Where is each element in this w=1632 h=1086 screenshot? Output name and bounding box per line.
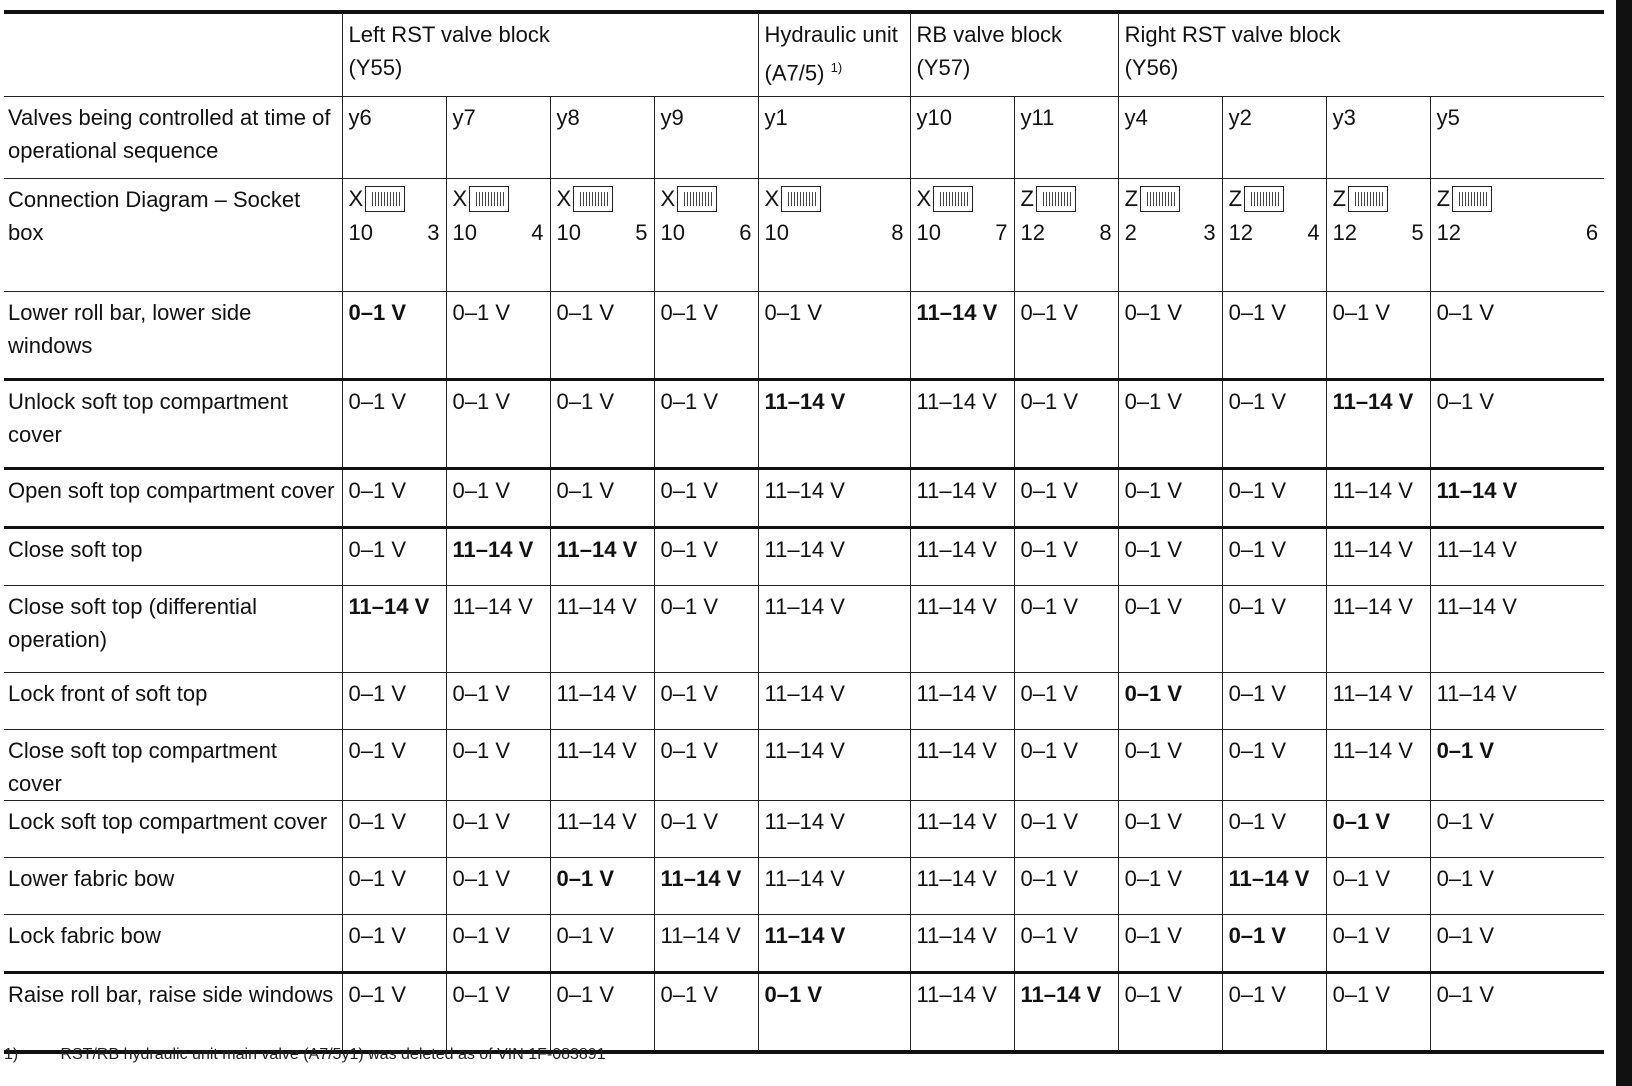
voltage-cell: 0–1 V [1222, 469, 1326, 528]
voltage-cell: 0–1 V [1014, 801, 1118, 858]
operation-row [4, 858, 1604, 915]
socket-box-letter: X [916, 186, 932, 211]
operation-label: Lock soft top compartment cover [4, 801, 342, 858]
header-left-rst-sub: (Y55) [348, 55, 403, 80]
voltage-cell: 0–1 V [654, 586, 758, 673]
voltage-cell: 0–1 V [1014, 730, 1118, 801]
voltage-cell: 0–1 V [1222, 586, 1326, 673]
valve-id-cell: y9 [654, 97, 758, 179]
voltage-cell: 0–1 V [654, 380, 758, 469]
voltage-cell: 0–1 V [342, 973, 446, 1053]
voltage-cell: 11–14 V [342, 586, 446, 673]
voltage-cell: 11–14 V [758, 673, 910, 730]
connection-cell [1014, 179, 1118, 292]
socket-pin-left: 10 [348, 220, 373, 245]
socket-box-icon [933, 186, 973, 212]
operation-label: Open soft top compartment cover [4, 469, 342, 528]
socket-pin-right: 6 [739, 220, 752, 245]
socket-pin-right: 4 [1307, 220, 1320, 245]
socket-pin-right: 8 [891, 220, 904, 245]
header-rb-label: RB valve block [916, 22, 1063, 47]
voltage-cell: 0–1 V [1430, 858, 1604, 915]
voltage-cell: 11–14 V [1326, 586, 1430, 673]
voltage-cell: 0–1 V [1222, 973, 1326, 1053]
voltage-cell: 11–14 V [550, 528, 654, 586]
header-hydraulic-unit [758, 12, 910, 97]
connection-cell [910, 179, 1014, 292]
operation-row [4, 973, 1604, 1053]
voltage-cell: 0–1 V [1118, 730, 1222, 801]
connection-cell [654, 179, 758, 292]
voltage-cell: 0–1 V [446, 801, 550, 858]
connection-cell [446, 179, 550, 292]
voltage-cell: 0–1 V [1014, 292, 1118, 380]
voltage-cell: 11–14 V [1326, 673, 1430, 730]
voltage-cell: 11–14 V [910, 528, 1014, 586]
voltage-cell: 0–1 V [1118, 528, 1222, 586]
connection-row [4, 179, 1604, 292]
operation-label: Lower roll bar, lower side windows [4, 292, 342, 380]
header-right-rst [1118, 12, 1604, 97]
voltage-cell: 11–14 V [1430, 528, 1604, 586]
operation-label: Lock fabric bow [4, 915, 342, 973]
voltage-cell: 0–1 V [446, 915, 550, 973]
socket-pin-left: 10 [452, 220, 477, 245]
connection-cell [1222, 179, 1326, 292]
socket-pin-left: 10 [916, 220, 942, 245]
socket-pin-left: 10 [660, 220, 685, 245]
voltage-cell: 0–1 V [1014, 469, 1118, 528]
voltage-cell: 0–1 V [550, 915, 654, 973]
voltage-cell: 11–14 V [758, 730, 910, 801]
header-row [4, 12, 1604, 97]
operation-label: Close soft top (differential operation) [4, 586, 342, 673]
connection-cell [1326, 179, 1430, 292]
voltage-cell: 0–1 V [1118, 858, 1222, 915]
voltage-cell: 0–1 V [342, 730, 446, 801]
voltage-cell: 11–14 V [758, 469, 910, 528]
operation-label: Unlock soft top compartment cover [4, 380, 342, 469]
socket-box-letter: Z [1332, 186, 1347, 211]
socket-box-letter: X [660, 186, 676, 211]
voltage-cell: 0–1 V [342, 858, 446, 915]
voltage-cell: 0–1 V [758, 292, 910, 380]
header-hydraulic-footnote-mark: 1) [830, 60, 843, 75]
operation-row [4, 673, 1604, 730]
socket-pin-left: 10 [556, 220, 581, 245]
socket-pin-left: 12 [1332, 220, 1358, 245]
socket-pin-right: 4 [531, 220, 544, 245]
socket-box-letter: Z [1020, 186, 1034, 211]
voltage-cell: 0–1 V [1326, 801, 1430, 858]
voltage-cell: 0–1 V [446, 673, 550, 730]
voltage-cell: 0–1 V [446, 858, 550, 915]
socket-box-letter: X [348, 186, 364, 211]
voltage-cell: 0–1 V [1014, 915, 1118, 973]
voltage-cell: 0–1 V [550, 973, 654, 1053]
socket-box-icon [1036, 186, 1076, 212]
voltage-cell: 0–1 V [654, 528, 758, 586]
socket-box-letter: Z [1228, 186, 1243, 211]
header-left-rst [342, 12, 758, 97]
voltage-cell: 11–14 V [910, 730, 1014, 801]
voltage-cell: 0–1 V [1118, 801, 1222, 858]
voltage-cell: 0–1 V [1118, 586, 1222, 673]
voltage-cell: 0–1 V [1014, 858, 1118, 915]
connection-cell [342, 179, 446, 292]
header-hydraulic-sub: (A7/5) [764, 60, 825, 86]
voltage-cell: 11–14 V [910, 801, 1014, 858]
valve-id-cell: y11 [1014, 97, 1118, 179]
voltage-cell: 0–1 V [654, 469, 758, 528]
voltage-cell: 0–1 V [1118, 380, 1222, 469]
voltage-cell: 0–1 V [1430, 915, 1604, 973]
voltage-cell: 0–1 V [1430, 380, 1604, 469]
socket-pin-right: 5 [1411, 220, 1424, 245]
voltage-cell: 0–1 V [1118, 973, 1222, 1053]
voltage-cell: 11–14 V [550, 673, 654, 730]
voltage-cell: 0–1 V [1118, 469, 1222, 528]
operation-row [4, 915, 1604, 973]
voltage-cell: 0–1 V [1222, 673, 1326, 730]
socket-box-icon [677, 186, 717, 212]
voltage-cell: 11–14 V [446, 586, 550, 673]
header-left-rst-label: Left RST valve block [348, 22, 550, 47]
socket-pin-right: 5 [635, 220, 648, 245]
voltage-cell: 0–1 V [1222, 801, 1326, 858]
valve-id-cell: y7 [446, 97, 550, 179]
voltage-cell: 0–1 V [1430, 730, 1604, 801]
voltage-cell: 0–1 V [1222, 380, 1326, 469]
voltage-cell: 11–14 V [654, 858, 758, 915]
voltage-cell: 0–1 V [1014, 586, 1118, 673]
voltage-cell: 0–1 V [1014, 380, 1118, 469]
valve-id-cell: y8 [550, 97, 654, 179]
voltage-cell: 11–14 V [654, 915, 758, 973]
voltage-cell: 0–1 V [758, 973, 910, 1053]
voltage-cell: 11–14 V [910, 469, 1014, 528]
voltage-cell: 11–14 V [1430, 586, 1604, 673]
socket-pin-left: 2 [1124, 220, 1137, 245]
valve-id-cell: y3 [1326, 97, 1430, 179]
operation-label: Lock front of soft top [4, 673, 342, 730]
operation-row [4, 292, 1604, 380]
header-rb-sub: (Y57) [916, 55, 971, 80]
socket-box-letter: Z [1124, 186, 1139, 211]
voltage-cell: 0–1 V [446, 973, 550, 1053]
socket-box-icon [1348, 186, 1388, 212]
voltage-cell: 11–14 V [758, 380, 910, 469]
socket-box-icon [1244, 186, 1284, 212]
voltage-cell: 11–14 V [1014, 973, 1118, 1053]
voltage-cell: 11–14 V [550, 586, 654, 673]
header-empty-cell [4, 12, 342, 97]
valve-voltage-table [4, 10, 1604, 1054]
operation-row [4, 469, 1604, 528]
operation-label: Raise roll bar, raise side windows [4, 973, 342, 1053]
connection-cell [1118, 179, 1222, 292]
connection-cell [550, 179, 654, 292]
socket-box-letter: X [556, 186, 572, 211]
voltage-cell: 0–1 V [342, 915, 446, 973]
voltage-cell: 0–1 V [550, 858, 654, 915]
voltage-cell: 0–1 V [1222, 292, 1326, 380]
socket-pin-left: 10 [764, 220, 790, 245]
voltage-cell: 0–1 V [1014, 673, 1118, 730]
valve-id-cell: y2 [1222, 97, 1326, 179]
voltage-cell: 11–14 V [758, 528, 910, 586]
header-right-rst-label: Right RST valve block [1124, 22, 1341, 47]
header-right-rst-sub: (Y56) [1124, 55, 1179, 80]
voltage-cell: 11–14 V [550, 801, 654, 858]
voltage-cell: 0–1 V [446, 730, 550, 801]
voltage-cell: 11–14 V [910, 380, 1014, 469]
socket-box-letter: Z [1436, 186, 1451, 211]
voltage-cell: 0–1 V [446, 380, 550, 469]
operation-label: Close soft top compartment cover [4, 730, 342, 801]
valve-id-cell: y6 [342, 97, 446, 179]
operation-row [4, 801, 1604, 858]
socket-pin-right: 6 [1585, 220, 1599, 245]
voltage-cell: 11–14 V [1222, 858, 1326, 915]
voltage-cell: 0–1 V [1222, 915, 1326, 973]
voltage-cell: 0–1 V [1118, 673, 1222, 730]
valve-id-cell: y10 [910, 97, 1014, 179]
voltage-cell: 11–14 V [910, 973, 1014, 1053]
voltage-cell: 11–14 V [910, 292, 1014, 380]
voltage-cell: 0–1 V [342, 292, 446, 380]
socket-pin-right: 3 [427, 220, 440, 245]
valve-id-cell: y1 [758, 97, 910, 179]
socket-box-letter: X [764, 186, 780, 211]
socket-box-icon [469, 186, 509, 212]
voltage-cell: 0–1 V [342, 673, 446, 730]
voltage-cell: 0–1 V [1430, 801, 1604, 858]
header-rb-valve [910, 12, 1118, 97]
voltage-cell: 0–1 V [1118, 292, 1222, 380]
voltage-cell: 11–14 V [1430, 469, 1604, 528]
socket-pin-left: 12 [1228, 220, 1254, 245]
operation-label: Close soft top [4, 528, 342, 586]
voltage-cell: 11–14 V [1326, 380, 1430, 469]
operation-row [4, 586, 1604, 673]
voltage-cell: 0–1 V [1326, 858, 1430, 915]
voltage-cell: 11–14 V [446, 528, 550, 586]
socket-pin-left: 12 [1020, 220, 1046, 245]
voltage-cell: 0–1 V [1430, 292, 1604, 380]
footnote-text: RST/RB hydraulic unit main valve (A7/5y1) was deleted as of VIN 1F-083891 [60, 1046, 606, 1063]
voltage-cell: 0–1 V [342, 801, 446, 858]
voltage-cell: 11–14 V [758, 586, 910, 673]
voltage-cell: 11–14 V [910, 915, 1014, 973]
valve-id-cell: y4 [1118, 97, 1222, 179]
voltage-cell: 0–1 V [1118, 915, 1222, 973]
voltage-cell: 0–1 V [342, 380, 446, 469]
voltage-cell: 0–1 V [1326, 973, 1430, 1053]
valve-id-cell: y5 [1430, 97, 1604, 179]
voltage-cell: 0–1 V [1326, 292, 1430, 380]
connection-row-label: Connection Diagram – Socket box [4, 179, 342, 292]
voltage-cell: 11–14 V [1326, 730, 1430, 801]
operation-label: Lower fabric bow [4, 858, 342, 915]
voltage-cell: 0–1 V [654, 673, 758, 730]
connection-cell [1430, 179, 1604, 292]
voltage-cell: 0–1 V [550, 292, 654, 380]
voltage-cell: 0–1 V [342, 469, 446, 528]
voltage-cell: 11–14 V [910, 586, 1014, 673]
voltage-cell: 0–1 V [550, 380, 654, 469]
socket-pin-right: 8 [1099, 220, 1112, 245]
voltage-cell: 0–1 V [446, 292, 550, 380]
voltage-cell: 0–1 V [1326, 915, 1430, 973]
voltage-cell: 0–1 V [1430, 973, 1604, 1053]
voltage-cell: 0–1 V [654, 973, 758, 1053]
voltage-cell: 11–14 V [550, 730, 654, 801]
header-hydraulic-label: Hydraulic unit [764, 22, 898, 47]
valves-row [4, 97, 1604, 179]
socket-box-letter: X [452, 186, 468, 211]
socket-box-icon [781, 186, 821, 212]
footnote [4, 1046, 606, 1064]
voltage-cell: 11–14 V [758, 801, 910, 858]
voltage-cell: 0–1 V [654, 730, 758, 801]
voltage-cell: 11–14 V [758, 915, 910, 973]
voltage-cell: 11–14 V [1430, 673, 1604, 730]
socket-box-icon [1140, 186, 1180, 212]
voltage-cell: 0–1 V [1014, 528, 1118, 586]
voltage-cell: 11–14 V [758, 858, 910, 915]
voltage-cell: 11–14 V [910, 673, 1014, 730]
voltage-cell: 11–14 V [1326, 528, 1430, 586]
valves-row-label: Valves being controlled at time of operational sequence [4, 97, 342, 179]
voltage-cell: 0–1 V [654, 801, 758, 858]
footnote-mark: 1) [4, 1046, 19, 1063]
voltage-cell: 11–14 V [910, 858, 1014, 915]
operation-row [4, 730, 1604, 801]
socket-box-icon [365, 186, 405, 212]
socket-pin-right: 7 [995, 220, 1008, 245]
voltage-cell: 11–14 V [1326, 469, 1430, 528]
voltage-cell: 0–1 V [654, 292, 758, 380]
voltage-cell: 0–1 V [550, 469, 654, 528]
socket-box-icon [1452, 186, 1492, 212]
voltage-cell: 0–1 V [342, 528, 446, 586]
connection-cell [758, 179, 910, 292]
operation-row [4, 528, 1604, 586]
socket-box-icon [573, 186, 613, 212]
voltage-cell: 0–1 V [1222, 528, 1326, 586]
voltage-cell: 0–1 V [446, 469, 550, 528]
socket-pin-left: 12 [1436, 220, 1462, 245]
operation-row [4, 380, 1604, 469]
voltage-cell: 0–1 V [1222, 730, 1326, 801]
page-edge-bar [1616, 0, 1632, 1086]
socket-pin-right: 3 [1203, 220, 1216, 245]
